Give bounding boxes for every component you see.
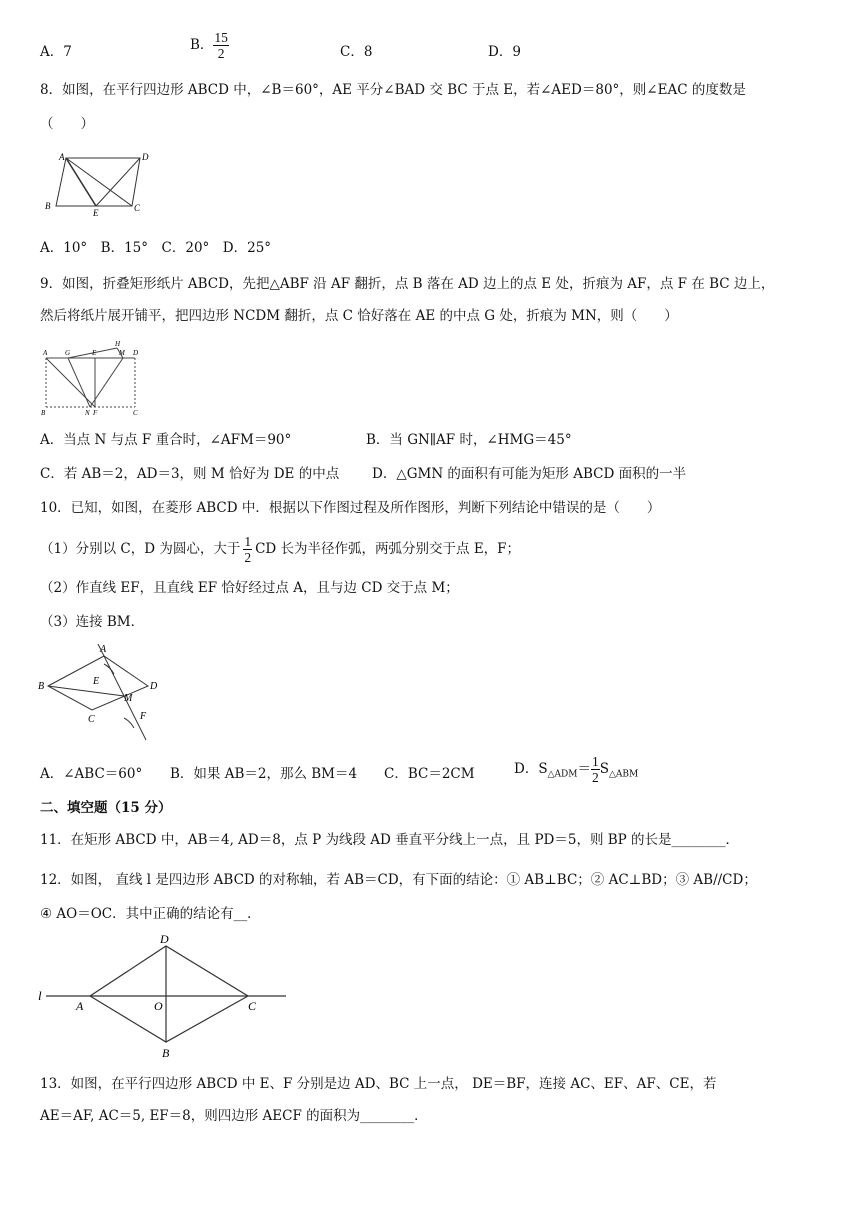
q8-stem-line1: 8．如图，在平行四边形 ABCD 中，∠B＝60°，AE 平分∠BAD 交 BC 于点 E，若∠AED＝80°，则∠EAC 的度数是 [40,82,746,98]
q8-parallelogram [56,158,140,206]
q8-segment-ae [66,158,96,206]
q7-option-c: C．8 [340,44,373,60]
q10-label-a: A [100,644,107,655]
q8-label-d: D [142,152,149,162]
q12-label-a: A [76,999,84,1013]
q9-label-d: D [133,349,139,357]
q10-option-d-sub1: △ADM [547,769,578,780]
q13-stem-line1: 13．如图，在平行四边形 ABCD 中 E、F 分别是边 AD、BC 上一点， DE＝BF，连接 AC、EF、AF、CE，若 [40,1076,717,1092]
q10-option-d-pre: D．S [514,761,548,777]
q10-label-c: C [88,714,95,725]
q12-label-o: O [154,999,163,1013]
q12-label-c: C [248,999,257,1013]
q10-line-ef [98,644,146,740]
q12-quadrilateral [90,946,248,1042]
q10-option-d-denominator: 2 [591,770,599,785]
q10-step2: （2）作直线 EF，且直线 EF 恰好经过点 A，且与边 CD 交于点 M； [40,580,459,596]
q10-label-f: F [140,711,147,722]
q10-option-a: A．∠ABC＝60° [40,766,143,782]
section-fill-in-heading: 二、填空题（15 分） [40,800,172,816]
q9-label-e: E [92,349,97,357]
q9-option-c: C．若 AB＝2，AD＝3，则 M 恰好为 DE 的中点 [40,466,340,482]
q9-label-a: A [43,349,48,357]
q9-label-c: C [133,409,138,417]
q9-stem-line2: 然后将纸片展开铺平，把四边形 NCDM 翻折，点 C 恰好落在 AE 的中点 G 处，折痕为 MN，则（ ） [40,308,678,324]
q7-option-b-fraction [213,30,229,61]
q10-stem: 10．已知，如图，在菱形 ABCD 中．根据以下作图过程及所作图形，判断下列结论中错误的是（ ） [40,500,661,516]
q10-step3: （3）连接 BM． [40,614,145,630]
q10-label-e: E [93,676,100,687]
q8-label-e: E [93,208,99,218]
q7-option-a: A．7 [40,44,72,60]
q8-label-b: B [45,201,51,211]
q10-option-d [514,754,638,785]
q8-label-c: C [134,203,141,213]
q9-option-b: B．当 GN∥AF 时，∠HMG＝45° [366,432,572,448]
q7-option-b [190,30,229,61]
q9-label-f: F [93,409,98,417]
q9-label-g: G [65,349,71,357]
q9-option-a: A．当点 N 与点 F 重合时，∠AFM＝90° [40,432,292,448]
q9-label-m: M [119,349,125,357]
q9-segment-gn [68,358,90,407]
q10-option-c: C．BC＝2CM [384,766,475,782]
q13-stem-line2: AE＝AF, AC＝5, EF＝8，则四边形 AECF 的面积为________． [40,1108,428,1124]
q8-label-a: A [59,152,65,162]
q10-option-d-numerator: 1 [591,754,599,769]
q7-option-b-numerator: 15 [214,30,228,45]
q12-label-l: l [38,988,42,1003]
q10-option-d-sub2: △ABM [608,769,639,780]
q9-label-h: H [115,340,121,348]
q9-label-n: N [85,409,90,417]
q10-option-d-eq: ＝ [577,761,591,777]
q10-option-b: B．如果 AB＝2，那么 BM＝4 [170,766,358,782]
q7-option-d: D．9 [488,44,521,60]
q12-stem-line2: ④ AO＝OC．其中正确的结论有__． [40,906,261,922]
q10-step1-fraction [243,534,252,565]
q12-label-d: D [160,932,169,946]
q12-figure [36,930,296,1064]
q10-label-m: M [124,693,133,704]
q10-label-b: B [38,681,45,692]
q8-options: A．10° B．15° C．20° D．25° [40,240,272,256]
q8-segment-ac [66,158,132,206]
q10-step1-pre: （1）分别以 C，D 为圆心，大于 [40,541,241,557]
q10-step1-numerator: 1 [244,534,252,549]
q7-option-b-denominator: 2 [217,46,225,61]
q9-figure [38,338,148,418]
q8-stem-line2: （ ） [40,116,94,132]
q10-segment-bm [48,686,124,696]
q10-arc-f [124,718,134,728]
q10-step1 [40,534,520,565]
q9-stem-line1: 9．如图，折叠矩形纸片 ABCD，先把△ABF 沿 AF 翻折，点 B 落在 AD 边上的点 E 处，折痕为 AF，点 F 在 BC 边上， [40,276,775,292]
q10-option-d-fraction [591,754,600,785]
q10-step1-post: CD 长为半径作弧，两弧分别交于点 E，F； [255,541,521,557]
q9-fold-af [46,358,95,407]
q11-stem: 11．在矩形 ABCD 中，AB＝4, AD＝8，点 P 为线段 AD 垂直平分线上一点，且 PD＝5，则 BP 的长是________． [40,832,740,848]
q12-stem-line1: 12．如图， 直线 l 是四边形 ABCD 的对称轴，若 AB＝CD，有下面的结论：① AB⊥BC；② AC⊥BD；③ AB//CD； [40,872,757,888]
q10-figure [36,638,166,746]
q9-label-b: B [41,409,46,417]
q7-option-b-prefix: B． [190,37,214,53]
q10-step1-denominator: 2 [244,550,252,565]
q10-label-d: D [150,681,158,692]
q12-label-b: B [162,1046,170,1060]
q10-option-d-post: S [599,761,609,777]
q8-figure [40,148,170,220]
q9-option-d: D．△GMN 的面积有可能为矩形 ABCD 面积的一半 [372,466,687,482]
